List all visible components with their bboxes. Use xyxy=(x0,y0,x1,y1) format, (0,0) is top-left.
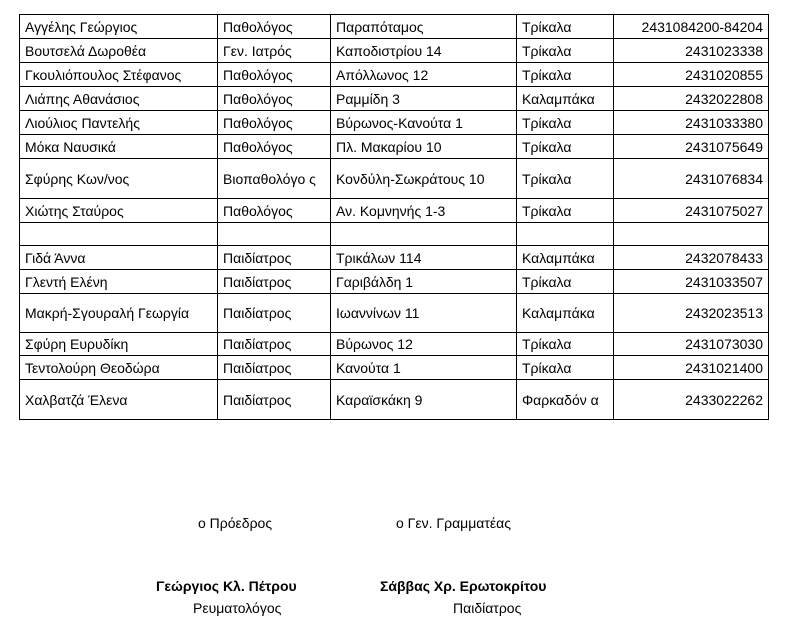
address-cell: Ιωαννίνων 11 xyxy=(331,294,517,333)
city-cell: Καλαμπάκα xyxy=(517,246,614,270)
table-row xyxy=(20,159,769,199)
specialty-cell: Παιδίατρος xyxy=(218,246,331,270)
specialty-cell xyxy=(218,223,331,246)
secretary-title: ο Γεν. Γραμματέας xyxy=(396,515,512,531)
table-row xyxy=(20,87,769,111)
city-cell xyxy=(517,223,614,246)
name-cell: Μακρή-Σγουραλή Γεωργία xyxy=(20,294,218,333)
table-row xyxy=(20,39,769,63)
phone-cell: 2433022262 xyxy=(614,380,769,420)
phone-cell: 2431033380 xyxy=(614,111,769,135)
address-cell: Παραπόταμος xyxy=(331,15,517,39)
address-cell: Ραμμίδη 3 xyxy=(331,87,517,111)
city-cell: Τρίκαλα xyxy=(517,356,614,380)
table-row xyxy=(20,15,769,39)
city-cell: Τρίκαλα xyxy=(517,135,614,159)
doctors-table-body xyxy=(20,15,769,420)
secretary-name: Σάββας Χρ. Ερωτοκρίτου xyxy=(380,578,547,594)
phone-cell: 2431075027 xyxy=(614,199,769,223)
table-row xyxy=(20,270,769,294)
phone-cell: 2431033507 xyxy=(614,270,769,294)
table-row xyxy=(20,199,769,223)
address-cell: Βύρωνος-Κανούτα 1 xyxy=(331,111,517,135)
name-cell: Τεντολούρη Θεοδώρα xyxy=(20,356,218,380)
address-cell: Καποδιστρίου 14 xyxy=(331,39,517,63)
phone-cell xyxy=(614,223,769,246)
phone-cell: 2431075649 xyxy=(614,135,769,159)
city-cell: Τρίκαλα xyxy=(517,39,614,63)
address-cell: Καραϊσκάκη 9 xyxy=(331,380,517,420)
city-cell: Τρίκαλα xyxy=(517,333,614,356)
specialty-cell: Παθολόγος xyxy=(218,199,331,223)
phone-cell: 2431084200-84204 xyxy=(614,15,769,39)
city-cell: Τρίκαλα xyxy=(517,199,614,223)
address-cell: Πλ. Μακαρίου 10 xyxy=(331,135,517,159)
table-row xyxy=(20,63,769,87)
name-cell: Γιδά Άννα xyxy=(20,246,218,270)
specialty-cell: Παθολόγος xyxy=(218,15,331,39)
name-cell: Γλεντή Ελένη xyxy=(20,270,218,294)
name-cell: Σφύρη Ευρυδίκη xyxy=(20,333,218,356)
president-specialty: Ρευματολόγος xyxy=(193,600,282,616)
phone-cell: 2431023338 xyxy=(614,39,769,63)
name-cell: Βουτσελά Δωροθέα xyxy=(20,39,218,63)
address-cell: Τρικάλων 114 xyxy=(331,246,517,270)
city-cell: Τρίκαλα xyxy=(517,270,614,294)
city-cell: Τρίκαλα xyxy=(517,15,614,39)
city-cell: Τρίκαλα xyxy=(517,159,614,199)
address-cell: Γαριβάλδη 1 xyxy=(331,270,517,294)
phone-cell: 2431020855 xyxy=(614,63,769,87)
name-cell: Λιούλιος Παντελής xyxy=(20,111,218,135)
phone-cell: 2431021400 xyxy=(614,356,769,380)
address-cell: Αν. Κομνηνής 1-3 xyxy=(331,199,517,223)
phone-cell: 2431076834 xyxy=(614,159,769,199)
city-cell: Φαρκαδόν α xyxy=(517,380,614,420)
address-cell: Κανούτα 1 xyxy=(331,356,517,380)
city-cell: Καλαμπάκα xyxy=(517,294,614,333)
table-row xyxy=(20,135,769,159)
address-cell xyxy=(331,223,517,246)
name-cell xyxy=(20,223,218,246)
table-row xyxy=(20,356,769,380)
phone-cell: 2432023513 xyxy=(614,294,769,333)
address-cell: Βύρωνος 12 xyxy=(331,333,517,356)
specialty-cell: Παιδίατρος xyxy=(218,270,331,294)
phone-cell: 2431073030 xyxy=(614,333,769,356)
address-cell: Κονδύλη-Σωκράτους 10 xyxy=(331,159,517,199)
president-title: ο Πρόεδρος xyxy=(198,515,273,531)
specialty-cell: Γεν. Ιατρός xyxy=(218,39,331,63)
name-cell: Μόκα Ναυσικά xyxy=(20,135,218,159)
name-cell: Αγγέλης Γεώργιος xyxy=(20,15,218,39)
city-cell: Καλαμπάκα xyxy=(517,87,614,111)
table-row xyxy=(20,294,769,333)
specialty-cell: Παθολόγος xyxy=(218,111,331,135)
table-row xyxy=(20,380,769,420)
specialty-cell: Παιδίατρος xyxy=(218,333,331,356)
city-cell: Τρίκαλα xyxy=(517,111,614,135)
specialty-cell: Παιδίατρος xyxy=(218,356,331,380)
table-row xyxy=(20,246,769,270)
specialty-cell: Παιδίατρος xyxy=(218,380,331,420)
doctors-table xyxy=(19,14,769,420)
phone-cell: 2432022808 xyxy=(614,87,769,111)
phone-cell: 2432078433 xyxy=(614,246,769,270)
specialty-cell: Παιδίατρος xyxy=(218,294,331,333)
name-cell: Γκουλιόπουλος Στέφανος xyxy=(20,63,218,87)
table-row xyxy=(20,333,769,356)
specialty-cell: Παθολόγος xyxy=(218,63,331,87)
table-row xyxy=(20,111,769,135)
name-cell: Σφύρης Κων/νος xyxy=(20,159,218,199)
specialty-cell: Παθολόγος xyxy=(218,87,331,111)
name-cell: Λιάπης Αθανάσιος xyxy=(20,87,218,111)
secretary-specialty: Παιδίατρος xyxy=(453,600,522,616)
address-cell: Απόλλωνος 12 xyxy=(331,63,517,87)
specialty-cell: Βιοπαθολόγο ς xyxy=(218,159,331,199)
president-name: Γεώργιος Κλ. Πέτρου xyxy=(156,578,297,594)
name-cell: Χιώτης Σταύρος xyxy=(20,199,218,223)
specialty-cell: Παθολόγος xyxy=(218,135,331,159)
name-cell: Χαλβατζά Έλενα xyxy=(20,380,218,420)
table-row xyxy=(20,223,769,246)
city-cell: Τρίκαλα xyxy=(517,63,614,87)
